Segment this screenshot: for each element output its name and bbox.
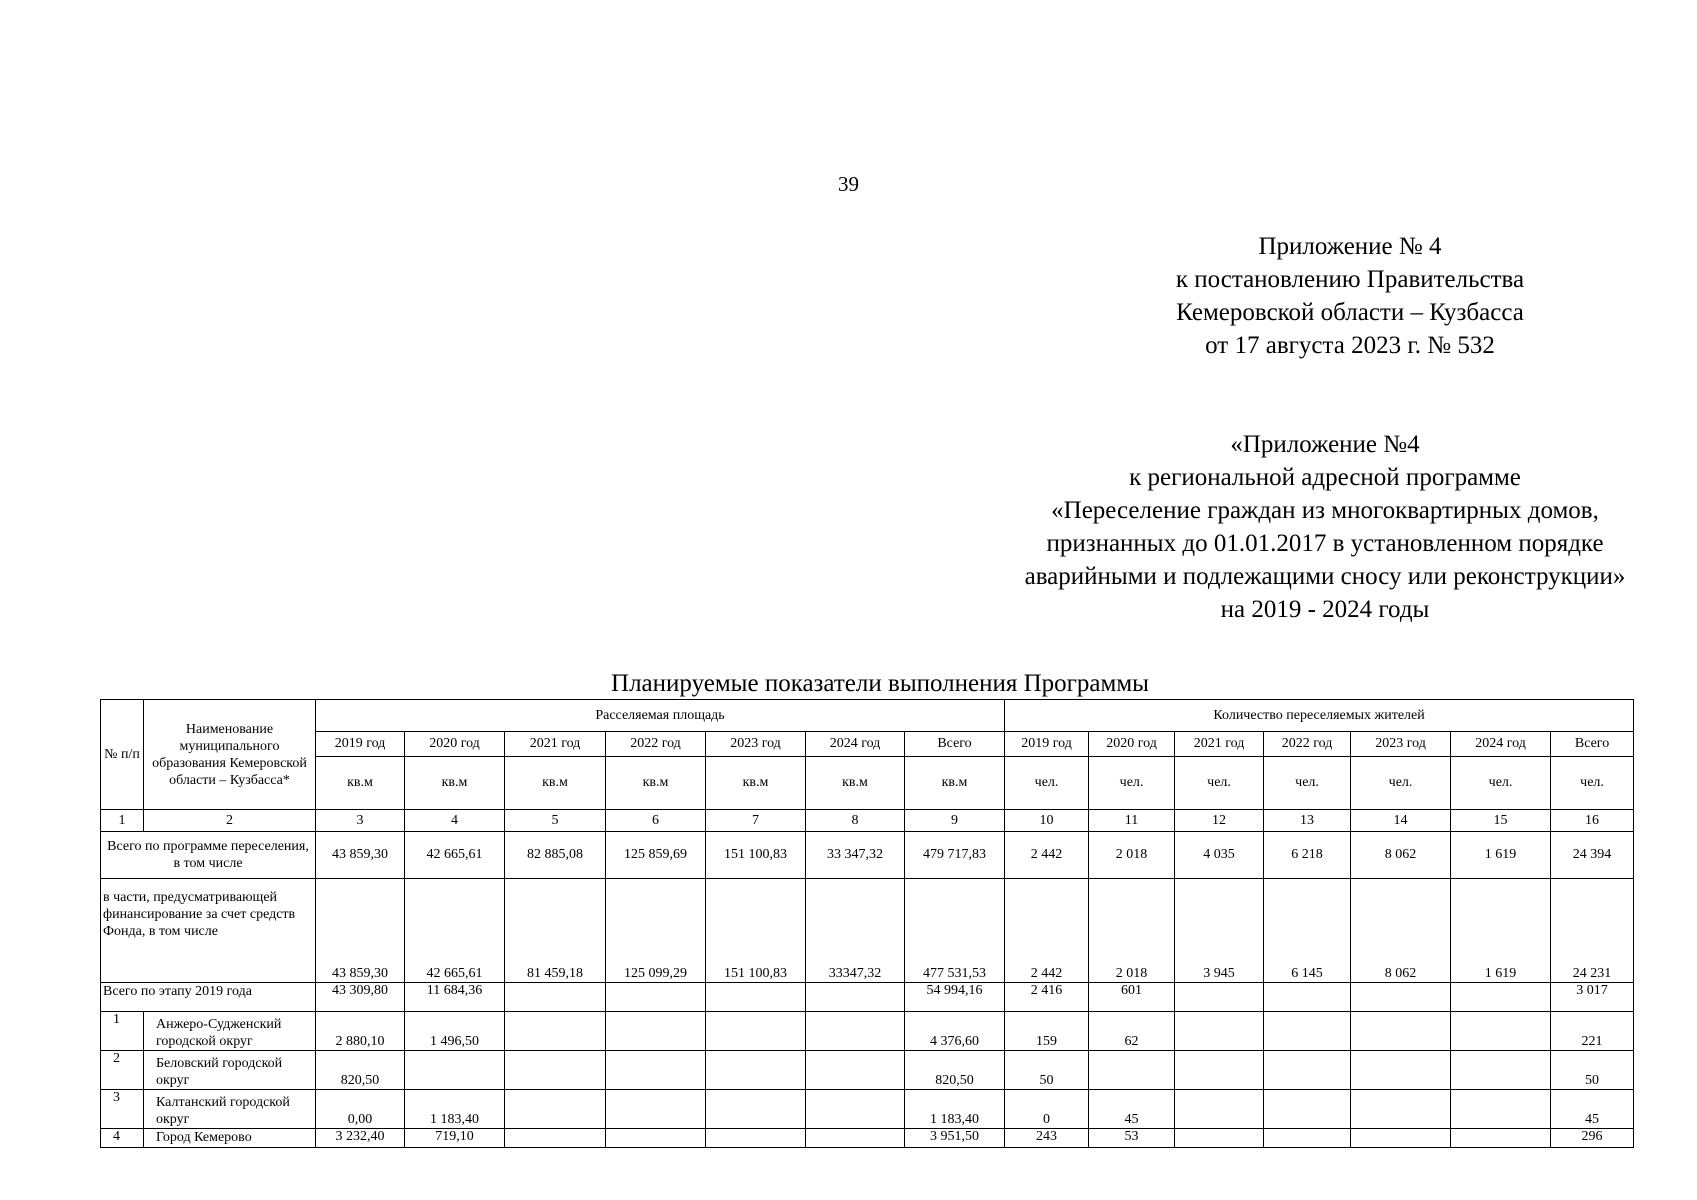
cell: 2 880,10 [316, 1012, 405, 1051]
cell [1175, 1090, 1264, 1129]
cell: 2 416 [1005, 983, 1089, 1012]
header-people-year: 2019 год [1005, 732, 1089, 757]
cell: 477 531,53 [905, 879, 1005, 983]
cell [505, 1012, 606, 1051]
cell [806, 1129, 905, 1148]
cell [606, 1129, 706, 1148]
program-line: признанных до 01.01.2017 в установленном порядке [1046, 530, 1604, 557]
header-people-unit: чел. [1264, 757, 1351, 810]
cell [1264, 983, 1351, 1012]
header-people-group: Количество переселяемых жителей [1005, 700, 1634, 732]
cell: 42 665,61 [405, 832, 505, 879]
cell: 221 [1551, 1012, 1634, 1051]
cell [606, 1012, 706, 1051]
table-row [101, 983, 1634, 1012]
cell: 50 [1551, 1051, 1634, 1090]
cell: 820,50 [905, 1051, 1005, 1090]
cell [706, 1090, 806, 1129]
cell: 125 099,29 [606, 879, 706, 983]
program-line: на 2019 - 2024 годы [1220, 596, 1430, 623]
cell [1351, 1012, 1451, 1051]
cell: 45 [1089, 1090, 1175, 1129]
cell: 3 945 [1175, 879, 1264, 983]
cell [505, 1051, 606, 1090]
header-people-year: Всего [1551, 732, 1634, 757]
col-number: 7 [706, 810, 806, 832]
cell: 6 145 [1264, 879, 1351, 983]
cell: 3 232,40 [316, 1129, 405, 1148]
cell: 1 183,40 [905, 1090, 1005, 1129]
program-line: «Переселение граждан из многоквартирных домов, [1051, 497, 1599, 524]
header-area-unit: кв.м [405, 757, 505, 810]
header-people-unit: чел. [1175, 757, 1264, 810]
appendix-header [1150, 230, 1550, 362]
col-number: 6 [606, 810, 706, 832]
cell [1451, 1090, 1551, 1129]
col-number: 14 [1351, 810, 1451, 832]
cell [1451, 1051, 1551, 1090]
program-line: к региональной адресной программе [1129, 464, 1521, 491]
appendix-line: от 17 августа 2023 г. № 532 [1205, 332, 1495, 359]
header-area-year: 2021 год [505, 732, 606, 757]
header-area-year: 2024 год [806, 732, 905, 757]
cell [1264, 1051, 1351, 1090]
program-line: «Приложение №4 [1230, 431, 1420, 458]
cell: 3 951,50 [905, 1129, 1005, 1148]
header-people-unit: чел. [1551, 757, 1634, 810]
cell [806, 1051, 905, 1090]
cell [1264, 1012, 1351, 1051]
cell: 33 347,32 [806, 832, 905, 879]
cell: 2 442 [1005, 879, 1089, 983]
header-area-unit: кв.м [316, 757, 405, 810]
page-number: 39 [838, 172, 859, 196]
appendix-line: Кемеровской области – Кузбасса [1176, 299, 1524, 326]
header-area-unit: кв.м [706, 757, 806, 810]
row-num: 4 [101, 1129, 144, 1148]
col-number: 16 [1551, 810, 1634, 832]
cell: 2 442 [1005, 832, 1089, 879]
cell [1351, 1051, 1451, 1090]
cell: 719,10 [405, 1129, 505, 1148]
cell: 151 100,83 [706, 879, 806, 983]
program-line: аварийными и подлежащими сносу или реконструкции» [1024, 563, 1626, 590]
appendix-line: Приложение № 4 [1258, 233, 1442, 260]
table-title: Планируемые показатели выполнения Программы [611, 670, 1149, 697]
col-number: 13 [1264, 810, 1351, 832]
row-name: Калтанский городской округ [144, 1090, 316, 1129]
cell: 1 619 [1451, 832, 1551, 879]
row-num: 2 [101, 1051, 144, 1090]
cell: 53 [1089, 1129, 1175, 1148]
cell: 6 218 [1264, 832, 1351, 879]
cell [505, 1090, 606, 1129]
header-area-year: 2022 год [606, 732, 706, 757]
header-area-year: Всего [905, 732, 1005, 757]
header-area-group: Расселяемая площадь [316, 700, 1005, 732]
col-number: 15 [1451, 810, 1551, 832]
cell: 0 [1005, 1090, 1089, 1129]
cell [1089, 1051, 1175, 1090]
cell: 54 994,16 [905, 983, 1005, 1012]
row-label-fund: в части, предусматривающей финансирование за счет средств Фонда, в том числе [101, 879, 316, 983]
header-area-unit: кв.м [606, 757, 706, 810]
cell: 3 017 [1551, 983, 1634, 1012]
header-people-year: 2024 год [1451, 732, 1551, 757]
header-area-year: 2023 год [706, 732, 806, 757]
cell: 33347,32 [806, 879, 905, 983]
cell [806, 1012, 905, 1051]
table-row [101, 879, 1634, 983]
cell [806, 1090, 905, 1129]
header-people-year: 2023 год [1351, 732, 1451, 757]
row-name: Город Кемерово [144, 1129, 316, 1148]
cell: 2 018 [1089, 879, 1175, 983]
cell: 479 717,83 [905, 832, 1005, 879]
cell [1351, 983, 1451, 1012]
cell: 24 231 [1551, 879, 1634, 983]
header-area-year: 2020 год [405, 732, 505, 757]
cell: 82 885,08 [505, 832, 606, 879]
cell [1451, 983, 1551, 1012]
cell [606, 983, 706, 1012]
cell [505, 1129, 606, 1148]
cell [606, 1051, 706, 1090]
row-name: Анжеро-Судженский городской округ [144, 1012, 316, 1051]
cell [1175, 983, 1264, 1012]
cell: 11 684,36 [405, 983, 505, 1012]
cell [1175, 1051, 1264, 1090]
header-people-unit: чел. [1451, 757, 1551, 810]
cell: 601 [1089, 983, 1175, 1012]
cell: 0,00 [316, 1090, 405, 1129]
cell: 151 100,83 [706, 832, 806, 879]
cell [505, 983, 606, 1012]
row-num: 1 [101, 1012, 144, 1051]
header-num: № п/п [101, 700, 144, 810]
col-number: 8 [806, 810, 905, 832]
header-people-year: 2021 год [1175, 732, 1264, 757]
cell: 4 035 [1175, 832, 1264, 879]
col-number: 3 [316, 810, 405, 832]
cell: 820,50 [316, 1051, 405, 1090]
cell: 243 [1005, 1129, 1089, 1148]
cell: 296 [1551, 1129, 1634, 1148]
header-area-unit: кв.м [905, 757, 1005, 810]
cell [1175, 1129, 1264, 1148]
row-label-stage: Всего по этапу 2019 года [101, 983, 316, 1012]
cell [706, 1012, 806, 1051]
row-name: Беловский городской округ [144, 1051, 316, 1090]
col-number: 5 [505, 810, 606, 832]
row-label-total: Всего по программе переселения, в том числе [101, 832, 316, 879]
cell: 42 665,61 [405, 879, 505, 983]
cell: 159 [1005, 1012, 1089, 1051]
header-area-unit: кв.м [806, 757, 905, 810]
cell [1175, 1012, 1264, 1051]
col-number: 4 [405, 810, 505, 832]
header-people-unit: чел. [1089, 757, 1175, 810]
cell [806, 983, 905, 1012]
cell [1351, 1129, 1451, 1148]
cell [706, 1129, 806, 1148]
cell: 81 459,18 [505, 879, 606, 983]
cell: 8 062 [1351, 832, 1451, 879]
cell [1264, 1129, 1351, 1148]
header-area-unit: кв.м [505, 757, 606, 810]
table-row [101, 1012, 1634, 1051]
cell: 1 496,50 [405, 1012, 505, 1051]
cell [706, 983, 806, 1012]
col-number: 10 [1005, 810, 1089, 832]
col-number: 9 [905, 810, 1005, 832]
col-number: 12 [1175, 810, 1264, 832]
cell: 1 183,40 [405, 1090, 505, 1129]
col-number: 1 [101, 810, 144, 832]
table-row [101, 1051, 1634, 1090]
cell: 4 376,60 [905, 1012, 1005, 1051]
col-number: 11 [1089, 810, 1175, 832]
cell: 2 018 [1089, 832, 1175, 879]
program-header [900, 428, 1697, 626]
appendix-line: к постановлению Правительства [1175, 266, 1525, 293]
cell [606, 1090, 706, 1129]
cell: 43 309,80 [316, 983, 405, 1012]
header-people-year: 2022 год [1264, 732, 1351, 757]
cell [1451, 1012, 1551, 1051]
cell [706, 1051, 806, 1090]
cell: 43 859,30 [316, 832, 405, 879]
table-row [101, 832, 1634, 879]
cell: 62 [1089, 1012, 1175, 1051]
header-people-year: 2020 год [1089, 732, 1175, 757]
cell [1351, 1090, 1451, 1129]
cell: 43 859,30 [316, 879, 405, 983]
table-row [101, 1129, 1634, 1148]
cell: 45 [1551, 1090, 1634, 1129]
col-number: 2 [144, 810, 316, 832]
cell: 50 [1005, 1051, 1089, 1090]
cell: 125 859,69 [606, 832, 706, 879]
row-num: 3 [101, 1090, 144, 1129]
cell [1264, 1090, 1351, 1129]
header-people-unit: чел. [1351, 757, 1451, 810]
indicators-table [100, 699, 1634, 1148]
header-people-unit: чел. [1005, 757, 1089, 810]
cell: 24 394 [1551, 832, 1634, 879]
header-name: Наименование муниципального образования Кемеровской области – Кузбасса* [144, 700, 316, 810]
cell: 8 062 [1351, 879, 1451, 983]
cell [1451, 1129, 1551, 1148]
cell [405, 1051, 505, 1090]
header-area-year: 2019 год [316, 732, 405, 757]
cell: 1 619 [1451, 879, 1551, 983]
table-row [101, 1090, 1634, 1129]
